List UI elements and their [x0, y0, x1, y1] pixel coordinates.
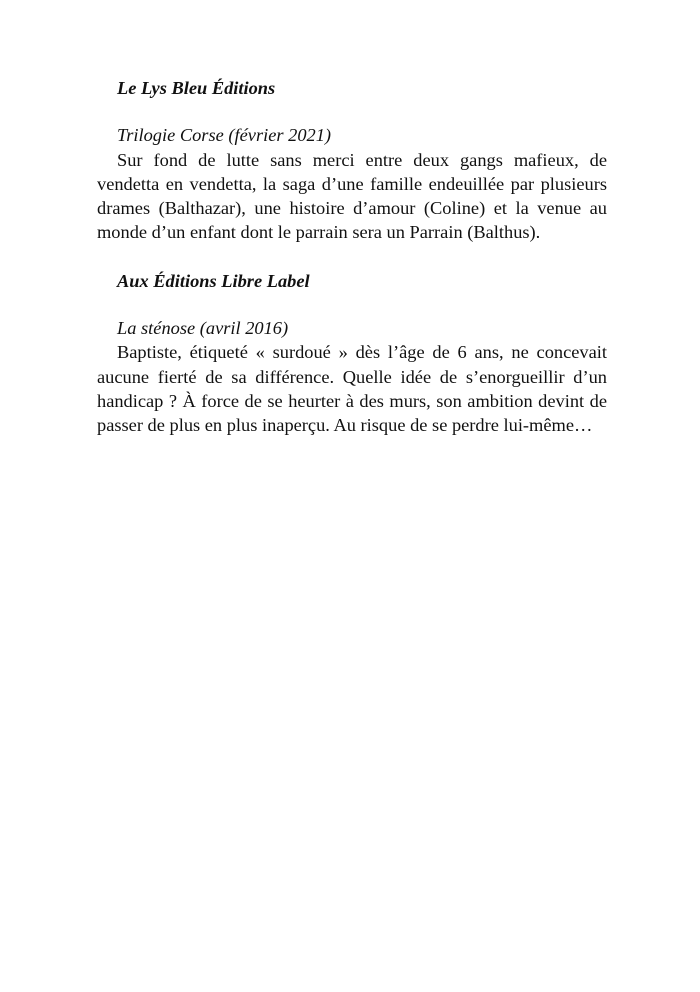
book-summary: Baptiste, étiqueté « surdoué » dès l’âge de 6 ans, ne concevait aucune fierté de sa différence. Quelle idée de s’enorgueillir d’un handicap ? À force de se heurter à des murs, son ambition devint de passer de plus en plus inaperçu. Au risque de se perdre lui-même… — [97, 342, 607, 436]
book-summary: Sur fond de lutte sans merci entre deux gangs mafieux, de vendetta en vendetta, la saga d’une famille endeuillée par plusieurs drames (Balthazar), une histoire d’amour (Coline) et la venue au monde d’un enfant dont le parrain sera un Parrain (Balthus). — [97, 149, 607, 243]
book-title: La sténose (avril 2016) — [117, 318, 289, 339]
publisher-heading: Le Lys Bleu Éditions — [117, 78, 276, 98]
book-title: Trilogie Corse (février 2021) — [117, 125, 332, 146]
publisher-section — [97, 269, 607, 438]
publisher-section — [97, 76, 607, 245]
publisher-heading: Aux Éditions Libre Label — [117, 270, 310, 291]
page-content — [97, 76, 607, 438]
